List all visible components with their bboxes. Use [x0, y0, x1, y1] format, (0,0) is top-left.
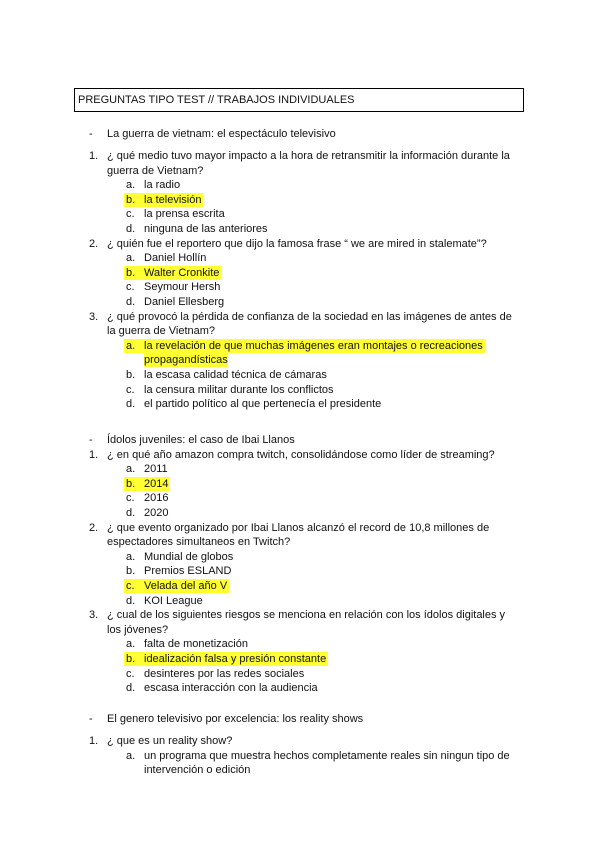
option-letter: d. — [126, 594, 136, 607]
option-letter: d. — [126, 398, 136, 411]
option-letter: c. — [126, 492, 135, 505]
question-text: ¿ qué medio tuvo mayor impacto a la hora de retransmitir la información durante la — [107, 150, 510, 162]
question-number: 3. — [89, 609, 99, 622]
section-heading: El genero televisivo por excelencia: los reality shows — [107, 713, 364, 725]
question-text: espectadores simultaneos en Twitch? — [107, 536, 291, 549]
option-text: intervención o edición — [144, 764, 251, 777]
option-letter: b. — [126, 266, 136, 279]
option-letter: b. — [126, 565, 136, 578]
option-text: Mundial de globos — [144, 550, 234, 563]
option-text-correct: propagandísticas — [144, 354, 228, 367]
question-number: 2. — [89, 237, 99, 250]
section-heading: La guerra de vietnam: el espectáculo televisivo — [107, 128, 336, 140]
section-dash: - — [89, 434, 93, 446]
option-letter: b. — [126, 369, 136, 381]
question-text: ¿ en qué año amazon compra twitch, consolidándose como líder de streaming? — [107, 448, 495, 461]
option-text-correct: Walter Cronkite — [144, 266, 220, 279]
option-text-correct: 2014 — [144, 477, 169, 490]
option-text: falta de monetización — [144, 638, 248, 651]
option-text: la censura militar durante los conflictos — [144, 383, 334, 396]
option-letter: c. — [126, 281, 135, 294]
option-text: Premios ESLAND — [144, 565, 232, 578]
option-letter: c. — [126, 580, 135, 592]
question-text: ¿ que evento organizado por Ibai Llanos alcanzó el record de 10,8 millones de — [107, 521, 490, 534]
section-dash: - — [89, 713, 93, 725]
option-letter: a. — [126, 179, 136, 192]
option-text: desinteres por las redes sociales — [144, 667, 305, 680]
option-text: Seymour Hersh — [144, 281, 221, 294]
option-text: 2011 — [144, 463, 168, 476]
question-number: 1. — [89, 448, 99, 461]
option-text: 2016 — [144, 492, 169, 505]
option-letter: a. — [126, 550, 136, 563]
title-box — [74, 88, 524, 112]
option-letter: b. — [126, 477, 136, 490]
question-number: 3. — [89, 310, 99, 323]
option-text: 2020 — [144, 507, 169, 519]
option-letter: d. — [126, 296, 136, 308]
question-text: ¿ cual de los siguientes riesgos se menciona en relación con los ídolos digitales y — [107, 609, 506, 622]
option-letter: c. — [126, 667, 135, 680]
option-letter: a. — [126, 463, 136, 476]
option-text: el partido político al que pertenecía el presidente — [144, 398, 382, 411]
option-text-correct: Velada del año V — [144, 580, 228, 592]
option-text: la radio — [144, 179, 181, 192]
question-text: guerra de Vietnam? — [107, 164, 204, 177]
option-letter: b. — [126, 653, 136, 665]
question-text: ¿ qué provocó la pérdida de confianza de la sociedad en las imágenes de antes de — [107, 310, 512, 323]
question-text: los jóvenes? — [107, 623, 169, 636]
option-text: ninguna de las anteriores — [144, 223, 268, 235]
option-text-correct: la televisión — [144, 193, 202, 206]
document-title: PREGUNTAS TIPO TEST // TRABAJOS INDIVIDUALES — [78, 94, 355, 106]
option-letter: b. — [126, 193, 136, 206]
option-letter: d. — [126, 682, 136, 695]
option-text: escasa interacción con la audiencia — [144, 682, 318, 695]
question-text: ¿ quién fue el reportero que dijo la famosa frase “ we are mired in stalemate”? — [107, 237, 487, 250]
question-number: 1. — [89, 150, 99, 162]
option-text: la escasa calidad técnica de cámaras — [144, 369, 327, 381]
option-letter: c. — [126, 383, 135, 396]
section-dash: - — [89, 128, 93, 140]
question-text: la guerra de Vietnam? — [107, 325, 216, 338]
option-text-correct: idealización falsa y presión constante — [144, 653, 327, 665]
option-letter: d. — [126, 223, 136, 235]
question-number: 1. — [89, 735, 99, 747]
option-letter: a. — [126, 252, 136, 265]
option-text-correct: la revelación de que muchas imágenes eran montajes o recreaciones — [144, 339, 483, 352]
section-heading: Ídolos juveniles: el caso de Ibai Llanos — [107, 434, 295, 446]
option-text: KOI League — [144, 594, 203, 607]
question-text: ¿ que es un reality show? — [107, 735, 233, 747]
option-text: Daniel Hollín — [144, 252, 207, 265]
option-letter: a. — [126, 339, 136, 352]
option-letter: a. — [126, 749, 136, 762]
option-letter: c. — [126, 208, 135, 221]
option-text: un programa que muestra hechos completamente reales sin ningun tipo de — [144, 749, 510, 762]
option-text: Daniel Ellesberg — [144, 296, 225, 308]
option-letter: d. — [126, 507, 136, 519]
option-text: la prensa escrita — [144, 208, 225, 221]
option-letter: a. — [126, 638, 136, 651]
question-number: 2. — [89, 521, 99, 534]
